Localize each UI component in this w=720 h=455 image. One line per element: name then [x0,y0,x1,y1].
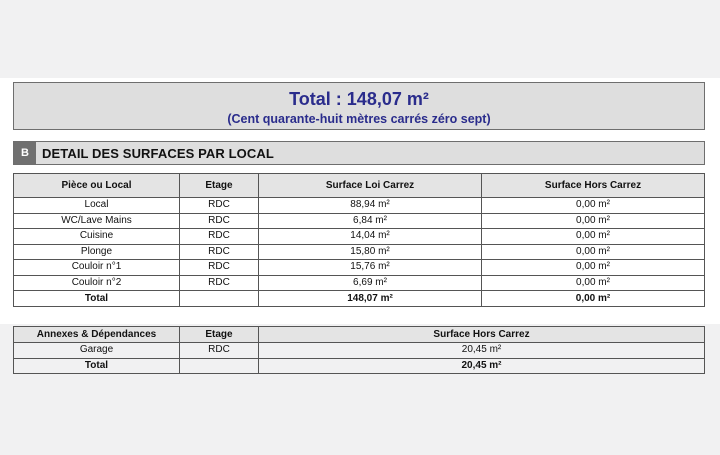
room-cell: WC/Lave Mains [14,213,180,229]
column-header-room: Pièce ou Local [14,174,180,198]
total-surface-title: Total : 148,07 m² [289,89,429,109]
table-row [14,244,705,260]
table-row [14,275,705,291]
column-header-hors-carrez: Surface Hors Carrez [259,327,705,343]
column-header-carrez: Surface Loi Carrez [259,174,482,198]
total-floor-cell [180,358,259,374]
floor-cell: RDC [180,343,259,359]
carrez-cell: 14,04 m² [259,229,482,245]
column-header-floor: Etage [180,327,259,343]
total-summary-box [13,82,705,130]
room-cell: Couloir n°1 [14,260,180,276]
floor-cell: RDC [180,275,259,291]
annexes-table [13,326,705,374]
total-surface-words: (Cent quarante-huit mètres carrés zéro sept) [227,112,491,126]
total-hors-carrez-cell: 20,45 m² [259,358,705,374]
hors-carrez-cell: 20,45 m² [259,343,705,359]
section-header [13,141,705,165]
room-cell: Couloir n°2 [14,275,180,291]
hors-carrez-cell: 0,00 m² [482,229,705,245]
table-header-row [14,327,705,343]
floor-cell: RDC [180,229,259,245]
hors-carrez-cell: 0,00 m² [482,244,705,260]
surfaces-table [13,173,705,307]
section-title: DETAIL DES SURFACES PAR LOCAL [42,145,274,161]
room-cell: Local [14,198,180,214]
annex-cell: Garage [14,343,180,359]
table-row [14,343,705,359]
carrez-cell: 88,94 m² [259,198,482,214]
hors-carrez-cell: 0,00 m² [482,213,705,229]
total-label-cell: Total [14,358,180,374]
carrez-cell: 6,84 m² [259,213,482,229]
section-letter-badge: B [14,142,36,164]
table-row [14,229,705,245]
hors-carrez-cell: 0,00 m² [482,260,705,276]
table-row [14,260,705,276]
column-header-hors-carrez: Surface Hors Carrez [482,174,705,198]
floor-cell: RDC [180,213,259,229]
total-label-cell: Total [14,291,180,307]
total-carrez-cell: 148,07 m² [259,291,482,307]
column-header-annexes: Annexes & Dépendances [14,327,180,343]
total-floor-cell [180,291,259,307]
hors-carrez-cell: 0,00 m² [482,275,705,291]
hors-carrez-cell: 0,00 m² [482,198,705,214]
floor-cell: RDC [180,198,259,214]
table-row [14,213,705,229]
floor-cell: RDC [180,244,259,260]
table-total-row [14,291,705,307]
total-hors-carrez-cell: 0,00 m² [482,291,705,307]
room-cell: Plonge [14,244,180,260]
table-header-row [14,174,705,198]
column-header-floor: Etage [180,174,259,198]
table-row [14,198,705,214]
floor-cell: RDC [180,260,259,276]
document-page [0,78,720,371]
carrez-cell: 15,76 m² [259,260,482,276]
carrez-cell: 15,80 m² [259,244,482,260]
table-total-row [14,358,705,374]
carrez-cell: 6,69 m² [259,275,482,291]
room-cell: Cuisine [14,229,180,245]
